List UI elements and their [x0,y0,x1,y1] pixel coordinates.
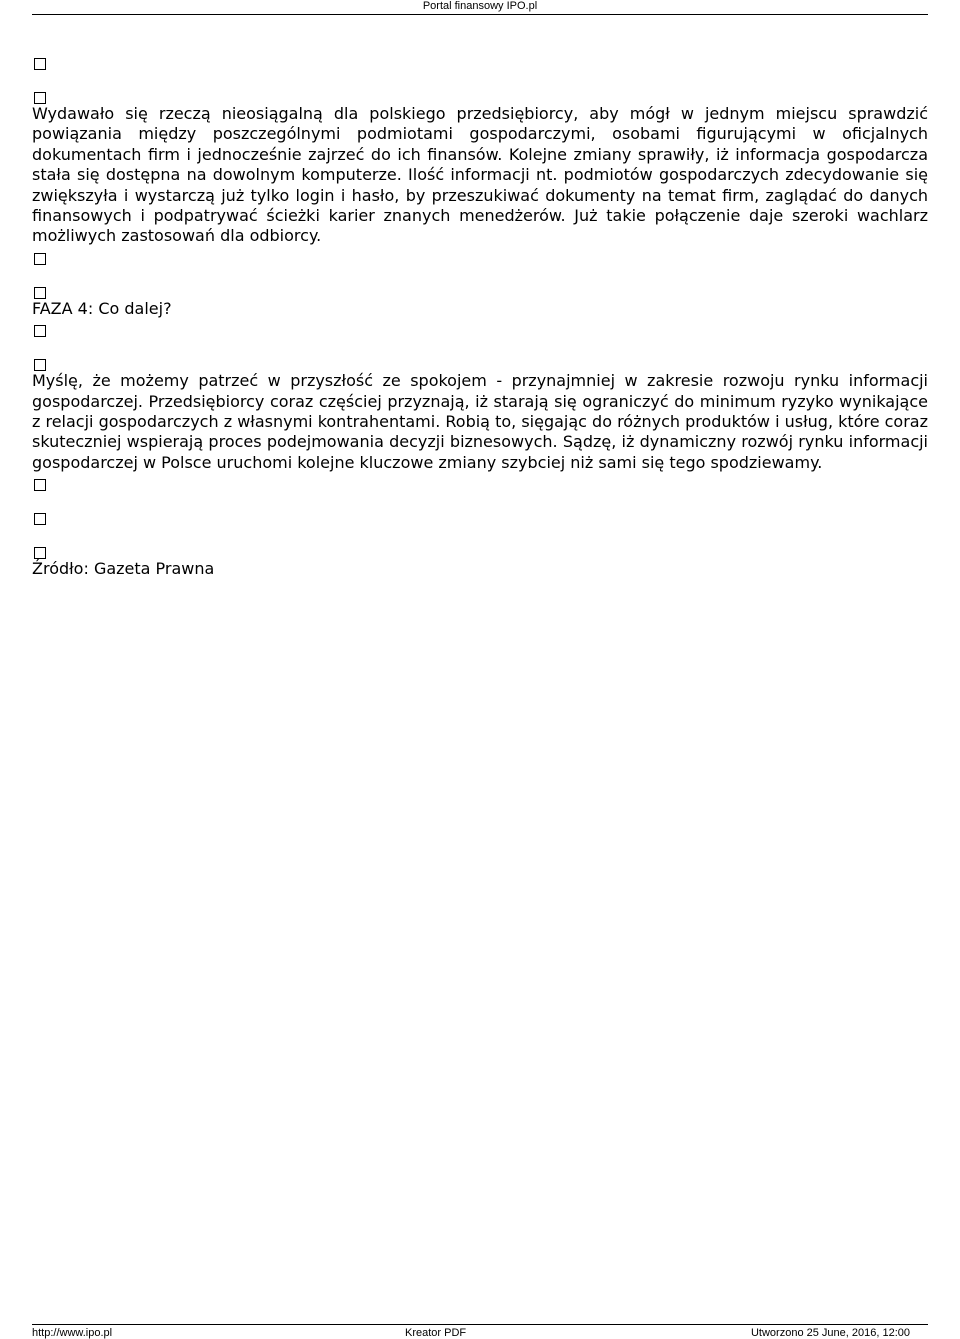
spacer [32,525,928,541]
footer-created-date: Utworzono 25 June, 2016, 12:00 [750,1327,910,1339]
spacer [32,491,928,507]
source-note: Źródło: Gazeta Prawna [32,559,215,579]
paragraph-intro: Wydawało się rzeczą nieosiągalną dla polskiego przedsiębiorcy, aby mógł w jednym miejscu sprawdzić powiązania między poszczególnymi podmiotami gospodarczymi, osobami figurującymi w oficjalnych dokumentach firm i jednocześnie zajrzeć do ich finansów. Kolejne zmiany sprawiły, iż informacja gospodarcza stała się dostępna na dowolnym komputerze. Ilość informacji nt. podmiotów gospodarczych zdecydowanie się zwiększyła i wystarczą już tylko login i hasło, by przeszukiwać dokumenty na temat firm, zaglądać do danych finansowych i podpatrywać ścieżki karier znanych menedżerów. Już takie połączenie daje szeroki wachlarz możliwych zastosowań dla odbiorcy. [32,104,928,246]
empty-box-icon [34,479,46,491]
header-divider [32,14,928,15]
footer-url: http://www.ipo.pl [32,1327,113,1339]
empty-box-icon [34,513,46,525]
spacer [32,70,928,86]
footer-generator: Kreator PDF [405,1327,467,1339]
empty-box-icon [34,92,46,104]
empty-box-icon [34,253,46,265]
empty-box-icon [34,287,46,299]
spacer [32,337,928,353]
empty-box-icon [34,325,46,337]
empty-box-icon [34,359,46,371]
paragraph-outlook: Myślę, że możemy patrzeć w przyszłość ze spokojem - przynajmniej w zakresie rozwoju rynku informacji gospodarczej. Przedsiębiorcy coraz częściej przyznają, iż starają się ograniczyć do minimum ryzyko wynikające z relacji gospodarczych z własnymi kontrahentami. Robią to, sięgając do różnych produktów i usług, które coraz skuteczniej wspierają proces podejmowania decyzji biznesowych. Sądzę, iż dynamiczny rozwój rynku informacji gospodarczej w Polsce uruchomi kolejne kluczowe zmiany szybciej niż sami się tego spodziewamy. [32,371,928,472]
article-body [32,52,928,580]
empty-box-icon [34,547,46,559]
page-header-title: Portal finansowy IPO.pl [422,0,538,12]
spacer [32,265,928,281]
section-heading: FAZA 4: Co dalej? [32,298,172,318]
empty-box-icon [34,58,46,70]
page-footer [32,1324,928,1339]
